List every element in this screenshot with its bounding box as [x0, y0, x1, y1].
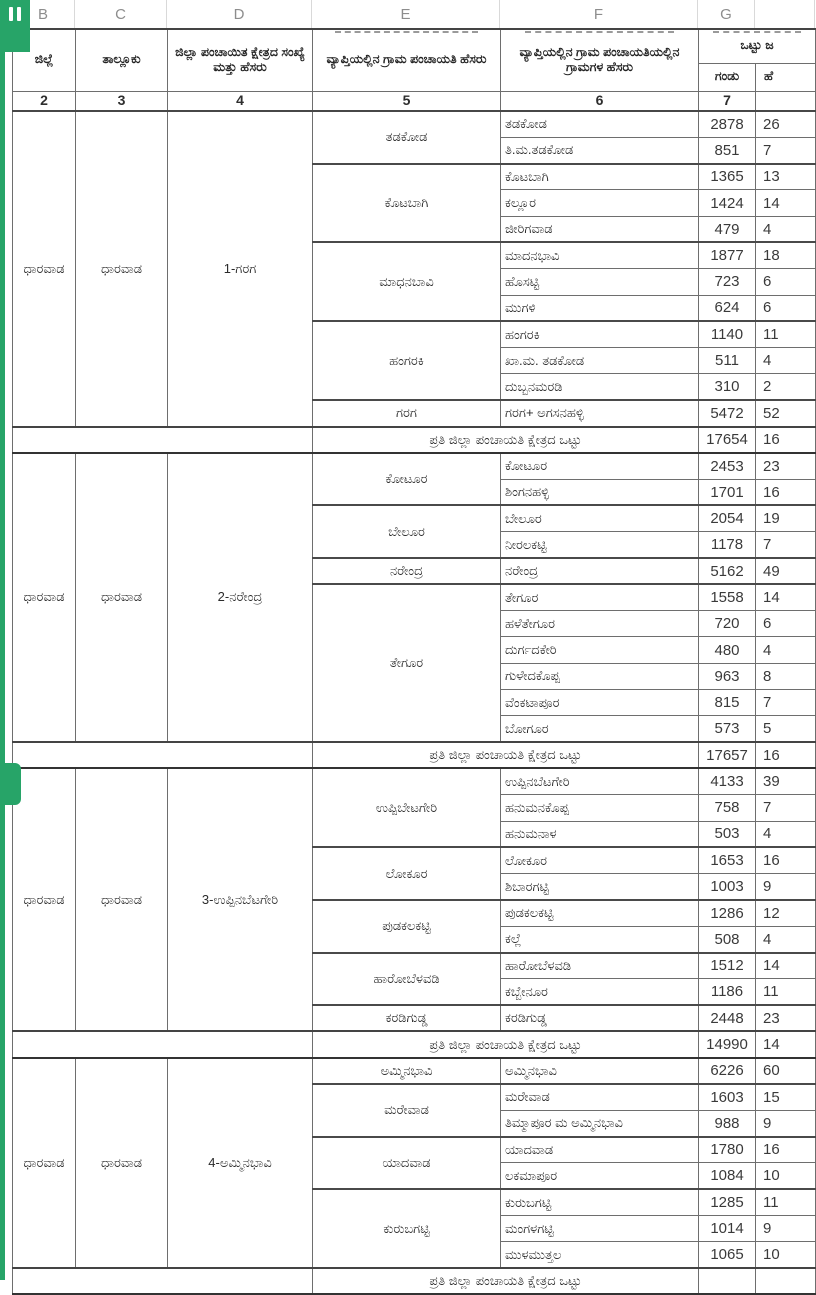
total-row-spacer[interactable]	[13, 1031, 313, 1057]
cell-male-count[interactable]: 1558	[699, 584, 756, 610]
total-row-spacer[interactable]	[13, 1268, 313, 1294]
cell-village-name[interactable]: ದುಬ್ಬನಮರಡಿ	[501, 374, 699, 400]
cell-male-count[interactable]: 5162	[699, 558, 756, 584]
cell-gp-name[interactable]: ಕೊಟಬಾಗಿ	[313, 164, 501, 243]
cell-male-count[interactable]: 720	[699, 611, 756, 637]
cell-male-count[interactable]: 573	[699, 716, 756, 742]
clipped-row-artifact	[713, 31, 801, 33]
total-male-count[interactable]: 17657	[699, 742, 756, 768]
cell-male-count[interactable]: 4133	[699, 768, 756, 794]
district-total-row	[13, 427, 816, 453]
cell-gp-name[interactable]: ಯಾದವಾಡ	[313, 1137, 501, 1190]
cell-constituency[interactable]: 4-ಅಮ್ಮಿನಭಾವಿ	[168, 1058, 313, 1268]
cell-female-count[interactable]: 16	[756, 479, 816, 505]
cell-male-count[interactable]: 2448	[699, 1005, 756, 1031]
cell-male-count[interactable]: 963	[699, 663, 756, 689]
column-header-E[interactable]: E	[312, 0, 500, 28]
column-number-8[interactable]	[756, 91, 816, 111]
cell-village-name[interactable]: ಹಳೆತೇಗೂರ	[501, 611, 699, 637]
cell-male-count[interactable]: 2054	[699, 505, 756, 531]
cell-village-name[interactable]: ವೆಂಕಟಾಪೂರ	[501, 690, 699, 716]
cell-male-count[interactable]: 1780	[699, 1137, 756, 1163]
cell-female-count[interactable]: 6	[756, 269, 816, 295]
cell-female-count[interactable]: 11	[756, 1189, 816, 1215]
scroll-position-handle[interactable]	[0, 763, 21, 805]
cell-male-count[interactable]: 1365	[699, 164, 756, 190]
cell-taluk[interactable]: ಧಾರವಾಡ	[76, 453, 168, 742]
cell-district[interactable]: ಧಾರವಾಡ	[13, 768, 76, 1031]
cell-village-name[interactable]: ಅಮ್ಮಿನಭಾವಿ	[501, 1058, 699, 1084]
clipped-row-artifact	[525, 31, 675, 33]
cell-female-count[interactable]: 4	[756, 348, 816, 374]
column-header-C[interactable]: C	[75, 0, 167, 28]
total-row-label[interactable]: ಪ್ರತಿ ಜಿಲ್ಲಾ ಪಂಚಾಯತಿ ಕ್ಷೇತ್ರದ ಒಟ್ಟು	[313, 1031, 699, 1057]
cell-male-count[interactable]: 1140	[699, 321, 756, 347]
cell-female-count[interactable]: 6	[756, 295, 816, 321]
column-number-3[interactable]: 3	[76, 91, 168, 111]
cell-village-name[interactable]: ಜೀರಿಗವಾಡ	[501, 216, 699, 242]
cell-female-count[interactable]: 39	[756, 768, 816, 794]
cell-female-count[interactable]: 9	[756, 874, 816, 900]
column-letter-strip	[12, 0, 815, 28]
cell-female-count[interactable]: 23	[756, 1005, 816, 1031]
cell-gp-name[interactable]: ಲೋಕೂರ	[313, 847, 501, 900]
column-header-D[interactable]: D	[167, 0, 312, 28]
cell-male-count[interactable]: 1084	[699, 1163, 756, 1189]
column-number-4[interactable]: 4	[168, 91, 313, 111]
cell-female-count[interactable]: 4	[756, 637, 816, 663]
cell-male-count[interactable]: 1877	[699, 242, 756, 268]
cell-male-count[interactable]: 815	[699, 690, 756, 716]
cell-female-count[interactable]: 15	[756, 1084, 816, 1110]
cell-male-count[interactable]: 851	[699, 137, 756, 163]
cell-male-count[interactable]: 1286	[699, 900, 756, 926]
cell-village-name[interactable]: ದುರ್ಗದಕೇರಿ	[501, 637, 699, 663]
cell-male-count[interactable]: 2453	[699, 453, 756, 479]
cell-male-count[interactable]: 1653	[699, 847, 756, 873]
cell-village-name[interactable]: ಹನುಮನಕೊಪ್ಪ	[501, 795, 699, 821]
cell-female-count[interactable]: 14	[756, 190, 816, 216]
cell-female-count[interactable]: 23	[756, 453, 816, 479]
district-total-row	[13, 742, 816, 768]
cell-village-name[interactable]: ಹಾರೋಬೆಳವಡಿ	[501, 953, 699, 979]
cell-male-count[interactable]: 1178	[699, 532, 756, 558]
cell-village-name[interactable]: ಕಲ್ಲೆ	[501, 926, 699, 952]
cell-village-name[interactable]: ಮುಳಮುತ್ತಲ	[501, 1242, 699, 1268]
column-header-B[interactable]: B	[12, 0, 75, 28]
cell-female-count[interactable]: 11	[756, 321, 816, 347]
cell-village-name[interactable]: ಕಲ್ಲೂರ	[501, 190, 699, 216]
cell-village-name[interactable]: ಹನುಮನಾಳ	[501, 821, 699, 847]
cell-constituency[interactable]: 1-ಗರಗ	[168, 111, 313, 427]
table-row	[13, 453, 816, 479]
header-villages[interactable]: ವ್ಯಾಪ್ತಿಯಲ್ಲಿನ ಗ್ರಾಮ ಪಂಚಾಯತಿಯಲ್ಲಿನ ಗ್ರಾಮಗಳ ಹೆಸರು	[501, 29, 699, 91]
cell-village-name[interactable]: ಯಾದವಾಡ	[501, 1137, 699, 1163]
cell-village-name[interactable]: ತಿಮ್ಮಾಪೂರ ಮ ಅಮ್ಮಿನಭಾವಿ	[501, 1110, 699, 1136]
header-taluk[interactable]: ತಾಲ್ಲೂಕು	[76, 29, 168, 91]
cell-village-name[interactable]: ತಿ.ಮ.ತಡಕೋಡ	[501, 137, 699, 163]
cell-gp-name[interactable]: ಬೇಲೂರ	[313, 505, 501, 558]
district-total-row	[13, 1268, 816, 1294]
cell-male-count[interactable]: 1701	[699, 479, 756, 505]
cell-female-count[interactable]: 8	[756, 663, 816, 689]
header-male[interactable]: ಗಂಡು	[699, 63, 756, 91]
header-total-population[interactable]: ಒಟ್ಟು ಜ	[699, 29, 816, 63]
cell-village-name[interactable]: ಮರೇವಾಡ	[501, 1084, 699, 1110]
cell-female-count[interactable]: 4	[756, 821, 816, 847]
cell-male-count[interactable]: 1603	[699, 1084, 756, 1110]
cell-female-count[interactable]: 14	[756, 584, 816, 610]
freeze-handle-button[interactable]	[0, 0, 30, 52]
cell-gp-name[interactable]: ಮರೇವಾಡ	[313, 1084, 501, 1137]
header-constituency[interactable]: ಜಿಲ್ಲಾ ಪಂಚಾಯಿತ ಕ್ಷೇತ್ರದ ಸಂಖ್ಯೆ ಮತ್ತು ಹೆಸರು	[168, 29, 313, 91]
cell-constituency[interactable]: 2-ನರೇಂದ್ರ	[168, 453, 313, 742]
column-number-2[interactable]: 2	[13, 91, 76, 111]
cell-village-name[interactable]: ಪುಡಕಲಕಟ್ಟಿ	[501, 900, 699, 926]
cell-male-count[interactable]: 1014	[699, 1215, 756, 1241]
cell-district[interactable]: ಧಾರವಾಡ	[13, 1058, 76, 1268]
cell-village-name[interactable]: ಶಿಬಾರಗಟ್ಟಿ	[501, 874, 699, 900]
cell-village-name[interactable]: ಲಕಮಾಪೂರ	[501, 1163, 699, 1189]
data-table	[12, 28, 816, 1295]
cell-male-count[interactable]: 508	[699, 926, 756, 952]
cell-gp-name[interactable]: ಪುಡಕಲಕಟ್ಟಿ	[313, 900, 501, 953]
total-female-count[interactable]	[756, 1268, 816, 1294]
cell-taluk[interactable]: ಧಾರವಾಡ	[76, 768, 168, 1031]
cell-gp-name[interactable]: ಕೋಟೂರ	[313, 453, 501, 506]
cell-female-count[interactable]: 9	[756, 1110, 816, 1136]
column-number-5[interactable]: 5	[313, 91, 501, 111]
cell-male-count[interactable]: 723	[699, 269, 756, 295]
header-district[interactable]: ಜಿಲ್ಲೆ	[13, 29, 76, 91]
cell-gp-name[interactable]: ಹಾರೋಬೆಳವಡಿ	[313, 953, 501, 1006]
cell-village-name[interactable]: ಗರಗ+ ಅಗಸನಹಳ್ಳಿ	[501, 400, 699, 426]
cell-female-count[interactable]: 18	[756, 242, 816, 268]
cell-village-name[interactable]: ಕೊಟಬಾಗಿ	[501, 164, 699, 190]
cell-village-name[interactable]: ತಡಕೋಡ	[501, 111, 699, 137]
cell-female-count[interactable]: 11	[756, 979, 816, 1005]
cell-male-count[interactable]: 1065	[699, 1242, 756, 1268]
cell-male-count[interactable]: 503	[699, 821, 756, 847]
cell-male-count[interactable]: 1512	[699, 953, 756, 979]
cell-female-count[interactable]: 7	[756, 532, 816, 558]
column-number-7[interactable]: 7	[699, 91, 756, 111]
cell-district[interactable]: ಧಾರವಾಡ	[13, 453, 76, 742]
cell-gp-name[interactable]: ಹಂಗರಕಿ	[313, 321, 501, 400]
cell-village-name[interactable]: ತೇಗೂರ	[501, 584, 699, 610]
pause-bars-icon	[17, 7, 21, 21]
cell-village-name[interactable]: ಖಾ.ಮ. ತಡಕೋಡ	[501, 348, 699, 374]
cell-female-count[interactable]: 19	[756, 505, 816, 531]
cell-district[interactable]: ಧಾರವಾಡ	[13, 111, 76, 427]
table-row	[13, 111, 816, 137]
cell-taluk[interactable]: ಧಾರವಾಡ	[76, 111, 168, 427]
cell-village-name[interactable]: ಶಿಂಗನಹಳ್ಳಿ	[501, 479, 699, 505]
column-header-H[interactable]	[755, 0, 815, 28]
cell-village-name[interactable]: ನೀರಲಕಟ್ಟಿ	[501, 532, 699, 558]
cell-female-count[interactable]: 16	[756, 847, 816, 873]
table-row	[13, 768, 816, 794]
cell-village-name[interactable]: ಮಂಗಳಗಟ್ಟಿ	[501, 1215, 699, 1241]
cell-male-count[interactable]: 511	[699, 348, 756, 374]
cell-female-count[interactable]: 49	[756, 558, 816, 584]
cell-gp-name[interactable]: ಗರಗ	[313, 400, 501, 426]
cell-male-count[interactable]: 6226	[699, 1058, 756, 1084]
district-total-row	[13, 1031, 816, 1057]
total-female-count[interactable]: 16	[756, 427, 816, 453]
cell-village-name[interactable]: ಹೊಸಟ್ಟಿ	[501, 269, 699, 295]
cell-female-count[interactable]: 7	[756, 690, 816, 716]
cell-female-count[interactable]: 12	[756, 900, 816, 926]
cell-female-count[interactable]: 26	[756, 111, 816, 137]
total-male-count[interactable]: 14990	[699, 1031, 756, 1057]
cell-gp-name[interactable]: ತೇಗೂರ	[313, 584, 501, 742]
cell-village-name[interactable]: ಲೋಕೂರ	[501, 847, 699, 873]
header-gp-name[interactable]: ವ್ಯಾಪ್ತಿಯಲ್ಲಿನ ಗ್ರಾಮ ಪಂಚಾಯತಿ ಹೆಸರು	[313, 29, 501, 91]
cell-gp-name[interactable]: ನರೇಂದ್ರ	[313, 558, 501, 584]
cell-village-name[interactable]: ನರೇಂದ್ರ	[501, 558, 699, 584]
cell-male-count[interactable]: 1186	[699, 979, 756, 1005]
cell-gp-name[interactable]: ಕುರುಬಗಟ್ಟಿ	[313, 1189, 501, 1268]
total-female-count[interactable]: 16	[756, 742, 816, 768]
selection-edge-strip	[0, 0, 5, 1280]
cell-male-count[interactable]: 1285	[699, 1189, 756, 1215]
cell-village-name[interactable]: ಹಂಗರಕಿ	[501, 321, 699, 347]
cell-female-count[interactable]: 7	[756, 795, 816, 821]
pause-bars-icon	[9, 7, 13, 21]
cell-village-name[interactable]: ಕರಡಿಗುಡ್ಡ	[501, 1005, 699, 1031]
cell-female-count[interactable]: 52	[756, 400, 816, 426]
cell-female-count[interactable]: 7	[756, 137, 816, 163]
cell-female-count[interactable]: 16	[756, 1137, 816, 1163]
total-female-count[interactable]: 14	[756, 1031, 816, 1057]
cell-female-count[interactable]: 10	[756, 1163, 816, 1189]
cell-village-name[interactable]: ಉಪ್ಪಿನಬೆಟಗೇರಿ	[501, 768, 699, 794]
total-row-spacer[interactable]	[13, 427, 313, 453]
table-row	[13, 1058, 816, 1084]
total-male-count[interactable]	[699, 1268, 756, 1294]
cell-village-name[interactable]: ಕುರುಬಗಟ್ಟಿ	[501, 1189, 699, 1215]
cell-village-name[interactable]: ಮುಗಳಿ	[501, 295, 699, 321]
cell-gp-name[interactable]: ಅಮ್ಮಿನಭಾವಿ	[313, 1058, 501, 1084]
cell-male-count[interactable]: 2878	[699, 111, 756, 137]
total-male-count[interactable]: 17654	[699, 427, 756, 453]
cell-village-name[interactable]: ಕಬ್ಬೇನೂರ	[501, 979, 699, 1005]
cell-male-count[interactable]: 480	[699, 637, 756, 663]
cell-female-count[interactable]: 2	[756, 374, 816, 400]
cell-female-count[interactable]: 10	[756, 1242, 816, 1268]
cell-male-count[interactable]: 5472	[699, 400, 756, 426]
cell-male-count[interactable]: 1003	[699, 874, 756, 900]
total-row-label[interactable]: ಪ್ರತಿ ಜಿಲ್ಲಾ ಪಂಚಾಯತಿ ಕ್ಷೇತ್ರದ ಒಟ್ಟು	[313, 427, 699, 453]
cell-male-count[interactable]: 1424	[699, 190, 756, 216]
clipped-row-artifact	[335, 31, 477, 33]
cell-female-count[interactable]: 9	[756, 1215, 816, 1241]
cell-gp-name[interactable]: ಉಪ್ಪಿಬೇಟಗೇರಿ	[313, 768, 501, 847]
cell-female-count[interactable]: 13	[756, 164, 816, 190]
cell-male-count[interactable]: 758	[699, 795, 756, 821]
cell-female-count[interactable]: 14	[756, 953, 816, 979]
total-row-label[interactable]: ಪ್ರತಿ ಜಿಲ್ಲಾ ಪಂಚಾಯತಿ ಕ್ಷೇತ್ರದ ಒಟ್ಟು	[313, 742, 699, 768]
cell-male-count[interactable]: 479	[699, 216, 756, 242]
cell-male-count[interactable]: 624	[699, 295, 756, 321]
total-row-spacer[interactable]	[13, 742, 313, 768]
cell-female-count[interactable]: 5	[756, 716, 816, 742]
column-header-F[interactable]: F	[500, 0, 698, 28]
cell-constituency[interactable]: 3-ಉಪ್ಪಿನಬೆಟಗೇರಿ	[168, 768, 313, 1031]
cell-village-name[interactable]: ಬೇಲೂರ	[501, 505, 699, 531]
header-female[interactable]: ಹೆ	[756, 63, 816, 91]
cell-male-count[interactable]: 988	[699, 1110, 756, 1136]
cell-gp-name[interactable]: ಕರಡಿಗುಡ್ಡ	[313, 1005, 501, 1031]
cell-female-count[interactable]: 4	[756, 216, 816, 242]
cell-female-count[interactable]: 6	[756, 611, 816, 637]
cell-male-count[interactable]: 310	[699, 374, 756, 400]
cell-village-name[interactable]: ಮಾದನಭಾವಿ	[501, 242, 699, 268]
column-number-6[interactable]: 6	[501, 91, 699, 111]
cell-village-name[interactable]: ಬೋಗೂರ	[501, 716, 699, 742]
cell-female-count[interactable]: 60	[756, 1058, 816, 1084]
cell-gp-name[interactable]: ತಡಕೋಡ	[313, 111, 501, 164]
cell-village-name[interactable]: ಕೋಟೂರ	[501, 453, 699, 479]
cell-gp-name[interactable]: ಮಾಧನಬಾವಿ	[313, 242, 501, 321]
cell-female-count[interactable]: 4	[756, 926, 816, 952]
cell-village-name[interactable]: ಗುಳೇದಕೊಪ್ಪ	[501, 663, 699, 689]
cell-taluk[interactable]: ಧಾರವಾಡ	[76, 1058, 168, 1268]
column-header-G[interactable]: G	[698, 0, 755, 28]
total-row-label[interactable]: ಪ್ರತಿ ಜಿಲ್ಲಾ ಪಂಚಾಯತಿ ಕ್ಷೇತ್ರದ ಒಟ್ಟು	[313, 1268, 699, 1294]
